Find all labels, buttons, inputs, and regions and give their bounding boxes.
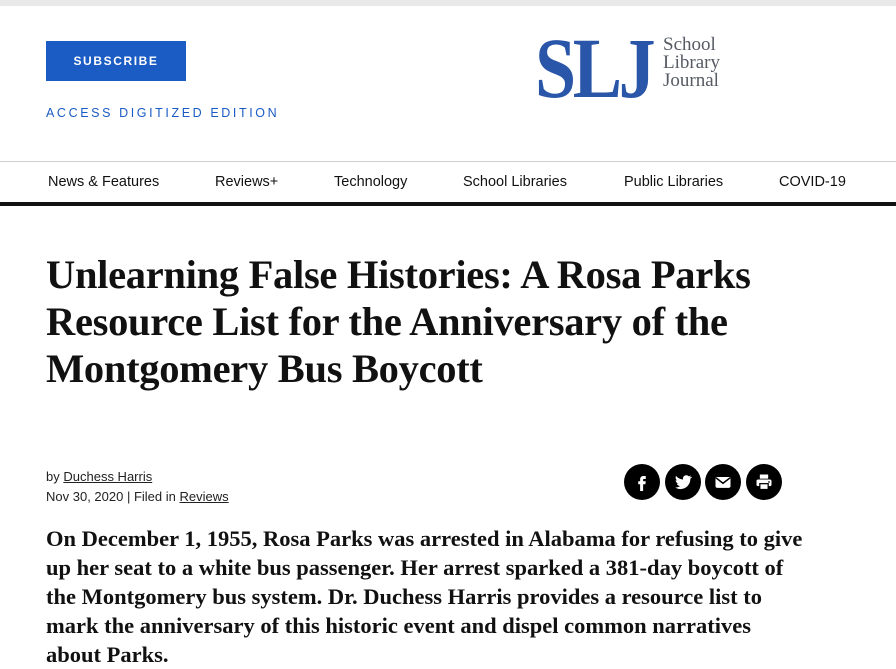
article-byline (46, 467, 229, 507)
facebook-icon (633, 473, 651, 491)
logo-word-school: School (663, 34, 716, 55)
slj-logo[interactable] (535, 20, 735, 124)
category-link[interactable]: Reviews (179, 489, 229, 504)
logo-word-journal: Journal (663, 70, 719, 91)
nav-item-covid-19[interactable]: COVID-19 (779, 174, 846, 190)
logo-mark: SLJ (535, 20, 653, 116)
top-strip (0, 0, 896, 6)
nav-item-technology[interactable]: Technology (334, 174, 408, 190)
nav-item-news-features[interactable]: News & Features (48, 174, 160, 190)
author-link[interactable]: Duchess Harris (63, 469, 153, 484)
byline-prefix: by (46, 469, 60, 484)
subscribe-button[interactable]: SUBSCRIBE (46, 41, 186, 81)
access-digitized-edition-link[interactable]: ACCESS DIGITIZED EDITION (46, 106, 280, 120)
twitter-icon (673, 472, 693, 492)
article-dek: On December 1, 1955, Rosa Parks was arrested in Alabama for refusing to give up her seat to a white bus passenger. Her arrest sparked a 381-day boycott of the Montgomery bus system. Dr. Duchess Harris provides a resource list to mark the anniversary of this historic event and dispel common narratives about Parks. (46, 526, 803, 667)
share-email-button[interactable] (705, 464, 741, 500)
nav-divider-bottom (0, 202, 896, 206)
logo-wordmark (663, 36, 720, 90)
article-title: Unlearning False Histories: A Rosa Parks Resource List for the Anniversary of the Montgomery Bus Boycott (46, 252, 751, 391)
print-button[interactable] (746, 464, 782, 500)
share-facebook-button[interactable] (624, 464, 660, 500)
email-icon (713, 472, 733, 492)
nav-item-reviews[interactable]: Reviews+ (215, 174, 279, 190)
logo-word-library: Library (663, 52, 720, 73)
share-twitter-button[interactable] (665, 464, 701, 500)
filed-in-label: | Filed in (126, 489, 176, 504)
publish-date: Nov 30, 2020 (46, 489, 124, 504)
main-nav (0, 162, 896, 202)
nav-item-public-libraries[interactable]: Public Libraries (624, 174, 724, 190)
print-icon (754, 472, 774, 492)
nav-item-school-libraries[interactable]: School Libraries (463, 174, 567, 190)
